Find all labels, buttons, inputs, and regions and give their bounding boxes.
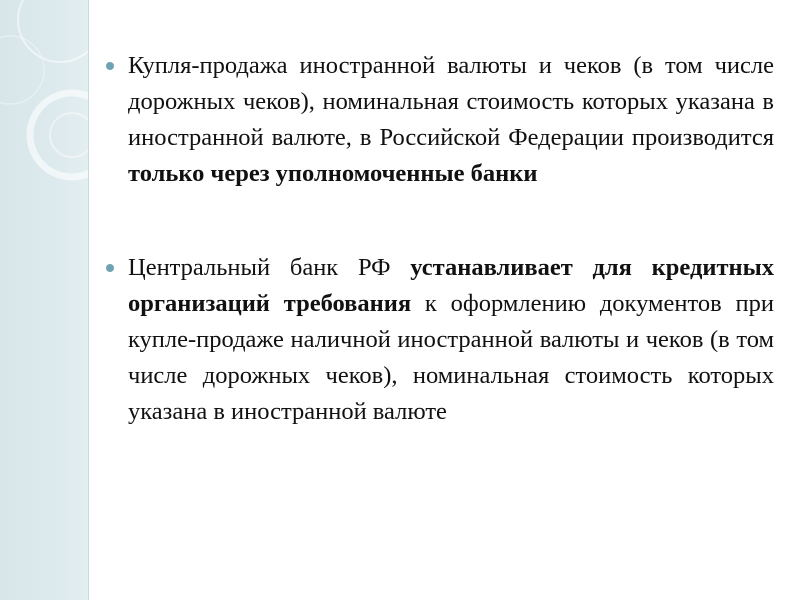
decorative-sidebar [0,0,89,600]
bullet-1-emphasis: только через уполномоченные банки [128,160,538,187]
bullet-2-text-end: к оформлению документов при купле-продаже наличной иностранной валюты и чеков (в том числе дорожных чеков), номинальная стоимость которых указана в иностранной валюте [128,290,774,425]
bullet-icon [106,62,114,70]
slide-content [104,48,774,430]
deco-ring-large [30,93,88,177]
bullet-2-text-start: Центральный банк РФ [128,254,411,281]
deco-circle-left [0,36,44,104]
bullet-1-text: Купля-продажа иностранной валюты и чеков (в том числе дорожных чеков), номинальная стоимость которых указана в иностранной валюте, в Российской Федерации производится [128,52,774,151]
decorative-circles [0,0,88,600]
deco-circle-top [18,0,88,62]
bullet-2-emphasis: устанавливает для кредитных организаций требования [128,254,774,317]
bullet-item-2 [104,250,774,430]
bullet-icon [106,264,114,272]
bullet-item-1 [104,48,774,192]
deco-ring-inner [50,113,88,157]
